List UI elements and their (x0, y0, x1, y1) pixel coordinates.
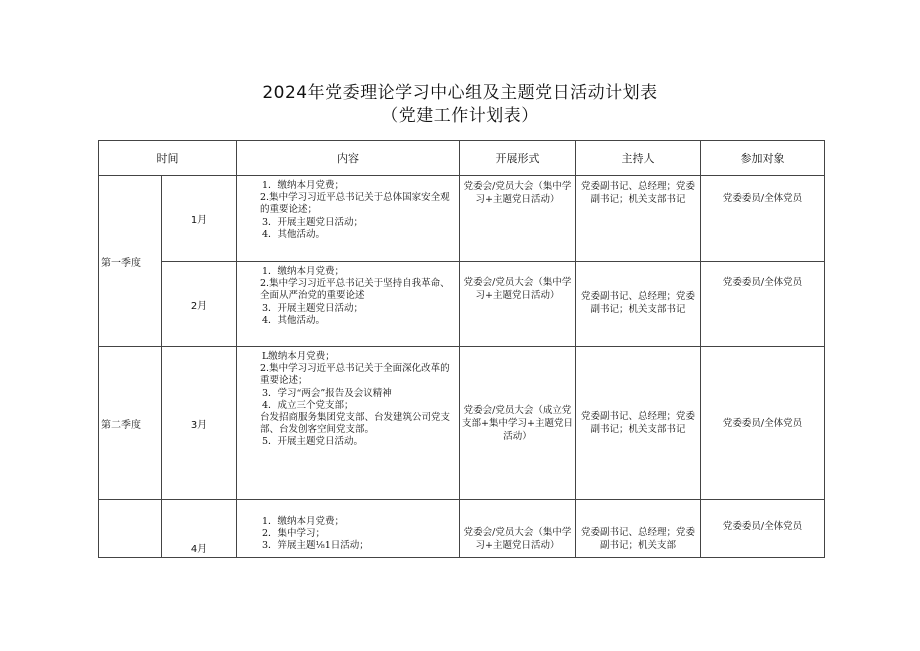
content-line: L缴纳本月党费； (262, 351, 335, 362)
participants-cell: 党委委员/全体党员 (701, 500, 825, 558)
content-line: 3．学习“两会”报告及会议精神 (262, 387, 392, 399)
content-line: 5．开展主题党日活动。 (262, 436, 364, 448)
content-line: 4．其他活动。 (262, 228, 326, 240)
header-host: 主持人 (576, 141, 701, 176)
header-format: 开展形式 (460, 141, 576, 176)
quarter-label-empty (99, 500, 162, 558)
host-cell: 党委副书记、总经理；党委副书记；机关支部书记 (576, 262, 701, 347)
host-cell: 党委副书记、总经理；党委副书记；机关支部 (576, 500, 701, 558)
content-cell (237, 500, 460, 558)
participants-cell: 党委委员/全体党员 (701, 262, 825, 347)
content-line: 2．集中学习； (262, 528, 326, 540)
format-cell: 党委会/党员大会（集中学习+主题党日活动） (460, 262, 576, 347)
table-header-row (99, 141, 825, 176)
host-cell: 党委副书记、总经理；党委副书记；机关支部书记 (576, 347, 701, 500)
host-cell: 党委副书记、总经理；党委副书记；机关支部书记 (576, 176, 701, 262)
content-cell (237, 176, 460, 262)
header-participants: 参加对象 (701, 141, 825, 176)
content-line: 1．缴纳本月党费； (262, 516, 345, 527)
document-title: 2024年党委理论学习中心组及主题党日活动计划表 (262, 83, 658, 103)
participants-cell: 党委委员/全体党员 (701, 176, 825, 262)
content-cell (237, 347, 460, 500)
content-line: 2.集中学习习近平总书记关于坚持自我革命、全面从严治党的重要论述 (260, 278, 450, 302)
table-row (99, 347, 825, 500)
activity-plan-table (98, 140, 825, 558)
content-line: 3．开展主题党日活动； (262, 302, 364, 314)
content-line: 1．缴纳本月党费； (262, 266, 345, 277)
month-cell: 4月 (162, 500, 237, 558)
content-line: 2.集中学习习近平总书记关于全面深化改革的重要论述； (260, 363, 450, 387)
content-line: 1．缴纳本月党费； (262, 180, 345, 191)
document-subtitle: （党建工作计划表） (381, 106, 539, 126)
table-row (99, 500, 825, 558)
content-line: 3．开展主题党日活动； (262, 216, 364, 228)
content-line: 2.集中学习习近平总书记关于总体国家安全观的重要论述； (260, 192, 450, 216)
format-cell: 党委会/党员大会（集中学习+主题党日活动） (460, 176, 576, 262)
table-row (99, 262, 825, 347)
month-cell: 3月 (162, 347, 237, 500)
content-cell (237, 262, 460, 347)
table-row (99, 176, 825, 262)
content-line: 3．笄展主题⅛1日活动； (262, 540, 369, 552)
format-cell: 党委会/党员大会（成立党支部+集中学习+主题党日活动） (460, 347, 576, 500)
format-cell: 党委会/党员大会（集中学习+主题党日活动） (460, 500, 576, 558)
month-cell: 2月 (162, 262, 237, 347)
quarter-label: 第二季度 (99, 347, 162, 500)
quarter-label: 第一季度 (99, 176, 162, 347)
content-line: 4．成立三个党支部； (262, 399, 354, 411)
content-line: 4．其他活动。 (262, 314, 326, 326)
content-line: 台发招商服务集团党支部、台发建筑公司党支部、台发创客空间党支部。 (260, 412, 451, 436)
month-cell: 1月 (162, 176, 237, 262)
header-content: 内容 (237, 141, 460, 176)
participants-cell: 党委委员/全体党员 (701, 347, 825, 500)
header-time: 时间 (99, 141, 237, 176)
